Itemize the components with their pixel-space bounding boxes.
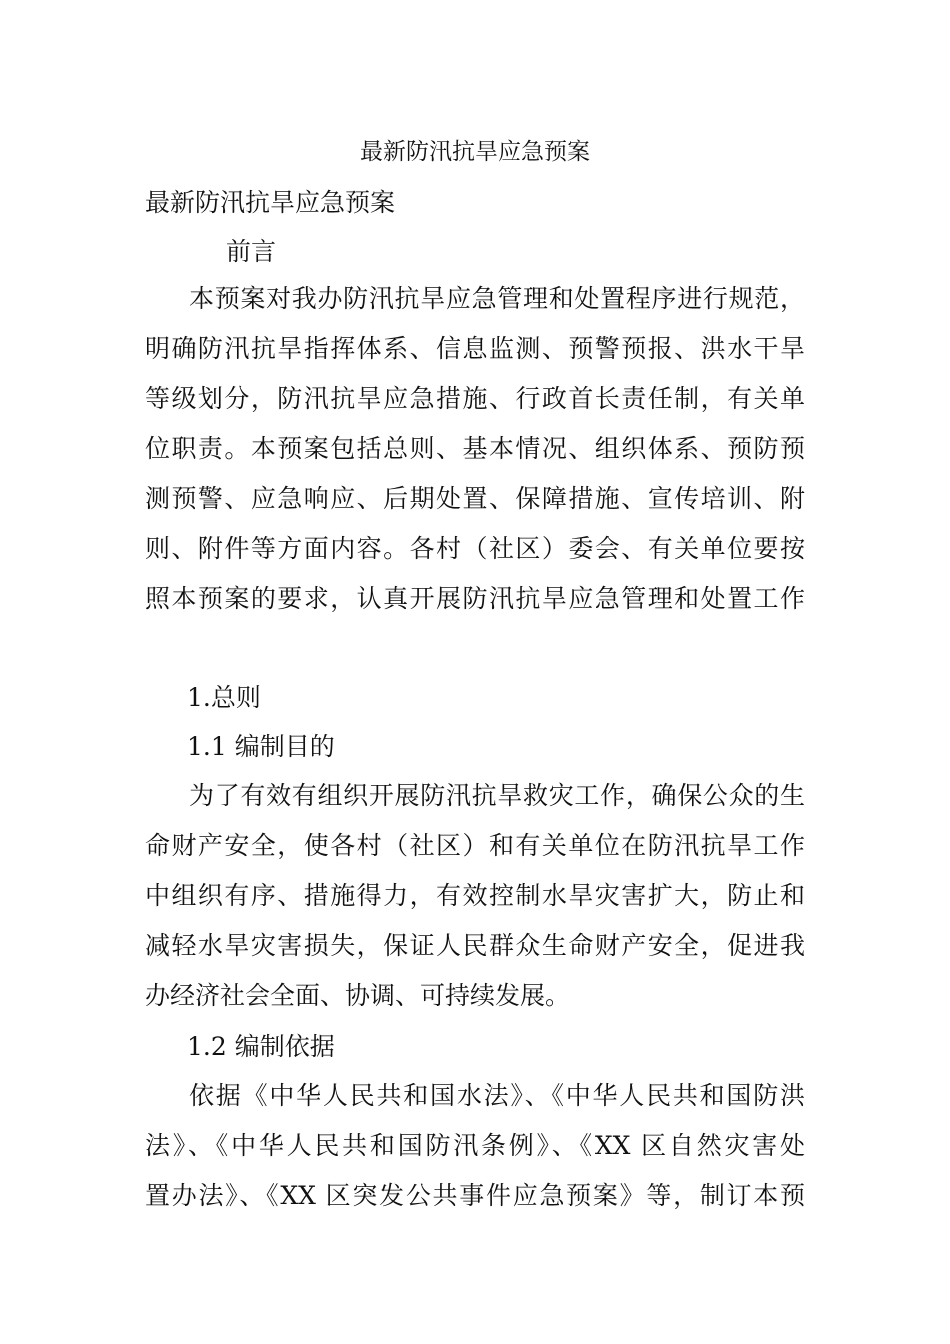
basis-line: 置办法》、《XX 区突发公共事件应急预案》等，制订本预 [145, 1181, 805, 1210]
basis-paragraph [145, 1071, 805, 1221]
purpose-line: 减轻水旱灾害损失，保证人民群众生命财产安全，促进我 [145, 931, 805, 960]
purpose-line: 为了有效有组织开展防汛抗旱救灾工作，确保公众的生 [189, 781, 805, 810]
document-subtitle: 最新防汛抗旱应急预案 [145, 188, 396, 217]
preface-heading: 前言 [226, 237, 277, 266]
preface-line: 测预警、应急响应、后期处置、保障措施、宣传培训、附 [145, 484, 805, 513]
purpose-paragraph [145, 771, 805, 1021]
basis-line: 法》、《中华人民共和国防汛条例》、《XX 区自然灾害处 [145, 1131, 805, 1160]
preface-paragraph [145, 274, 805, 624]
section-heading-purpose: 1.1 编制目的 [187, 732, 335, 761]
preface-line: 照本预案的要求，认真开展防汛抗旱应急管理和处置工作 [145, 584, 805, 613]
preface-line: 等级划分，防汛抗旱应急措施、行政首长责任制，有关单 [145, 384, 805, 413]
section-heading-general: 1.总则 [187, 683, 261, 712]
preface-line: 明确防汛抗旱指挥体系、信息监测、预警预报、洪水干旱 [145, 334, 805, 363]
preface-line: 本预案对我办防汛抗旱应急管理和处置程序进行规范， [189, 284, 805, 313]
purpose-line: 命财产安全，使各村（社区）和有关单位在防汛抗旱工作 [145, 831, 805, 860]
document-title: 最新防汛抗旱应急预案 [360, 139, 590, 165]
section-heading-basis: 1.2 编制依据 [187, 1032, 335, 1061]
purpose-line: 办经济社会全面、协调、可持续发展。 [145, 981, 571, 1010]
preface-line: 则、附件等方面内容。各村（社区）委会、有关单位要按 [145, 534, 805, 563]
purpose-line: 中组织有序、措施得力，有效控制水旱灾害扩大，防止和 [145, 881, 805, 910]
basis-line: 依据《中华人民共和国水法》、《中华人民共和国防洪 [189, 1081, 805, 1110]
preface-line: 位职责。本预案包括总则、基本情况、组织体系、预防预 [145, 434, 805, 463]
